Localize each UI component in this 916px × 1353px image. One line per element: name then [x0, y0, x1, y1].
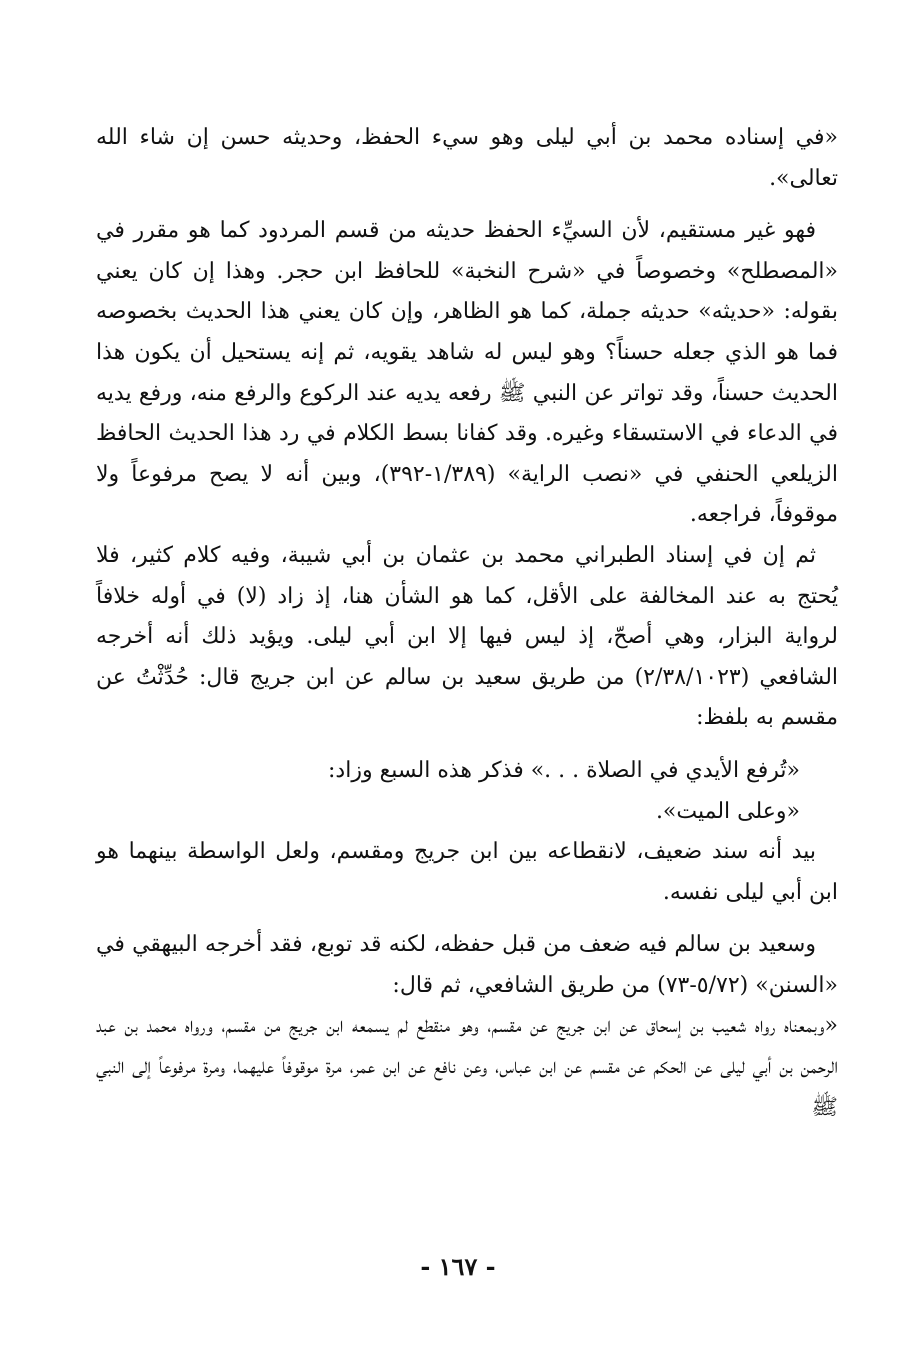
quote-paragraph-4: «وبمعناه رواه شعيب بن إسحاق عن ابن جريج عن مقسم، وهو منقطع لم يسمعه ابن جريج من مقسم، ورواه محمد بن عبد الرحمن بن أبي ليلى عن الحكم عن مقسم عن ابن عباس، وعن نافع عن ابن عمر، مرة موقوفاً عليهما، ومرة مرفوعاً إلى النبي ﷺ — [96, 1013, 838, 1120]
quote-paragraph-2: «تُرفع الأيدي في الصلاة . . .» فذكر هذه السبع وزاد: — [328, 757, 800, 783]
commentary-paragraph-2: ثم إن في إسناد الطبراني محمد بن عثمان بن أبي شيبة، وفيه كلام كثير، فلا يُحتج به عند المخالفة على الأقل، كما هو الشأن هنا، إذ زاد (لا) في أوله خلافاً لرواية البزار، وهي أصحّ، إذ ليس فيها إلا ابن أبي ليلى. ويؤيد ذلك أنه أخرجه الشافعي (٢/٣٨/١٠٢٣) من طريق سعيد بن سالم عن ابن جريج قال: حُدِّثْتُ عن مقسم به بلفظ: — [96, 542, 839, 731]
page-body-text — [96, 118, 838, 1128]
commentary-paragraph-1: فهو غير مستقيم، لأن السيِّء الحفظ حديثه من قسم المردود كما هو مقرر في «المصطلح» وخصوصاً في «شرح النخبة» للحافظ ابن حجر. وهذا إن كان يعني بقوله: «حديثه» حديثه جملة، كما هو الظاهر، وإن كان يعني هذا الحديث بخصوصه فما هو الذي جعله حسناً؟ وهو ليس له شاهد يقويه، ثم إنه يستحيل أن يكون هذا الحديث حسناً، وقد تواتر عن النبي ﷺ رفعه يديه عند الركوع والرفع منه، ورفع يديه في الدعاء في الاستسقاء وغيره. وقد كفانا بسط الكلام في رد هذا الحديث الحافظ الزيلعي الحنفي في «نصب الراية» (١/٣٨٩-٣٩٢)، وبين أنه لا يصح مرفوعاً ولا موقوفاً، فراجعه. — [96, 218, 838, 528]
quote-paragraph-1: «في إسناده محمد بن أبي ليلى وهو سيء الحفظ، وحديثه حسن إن شاء الله تعالى». — [96, 125, 838, 191]
commentary-paragraph-3: بيد أنه سند ضعيف، لانقطاعه بين ابن جريج ومقسم، ولعل الواسطة بينهما هو ابن أبي ليلى نفسه. — [96, 839, 838, 905]
commentary-paragraph-4: وسعيد بن سالم فيه ضعف من قبل حفظه، لكنه قد توبع، فقد أخرجه البيهقي في «السنن» (٥/٧٢-٧٣) من طريق الشافعي، ثم قال: — [96, 932, 838, 998]
quote-paragraph-3: «وعلى الميت». — [655, 798, 800, 824]
page-number: - ١٦٧ - — [420, 1252, 496, 1281]
